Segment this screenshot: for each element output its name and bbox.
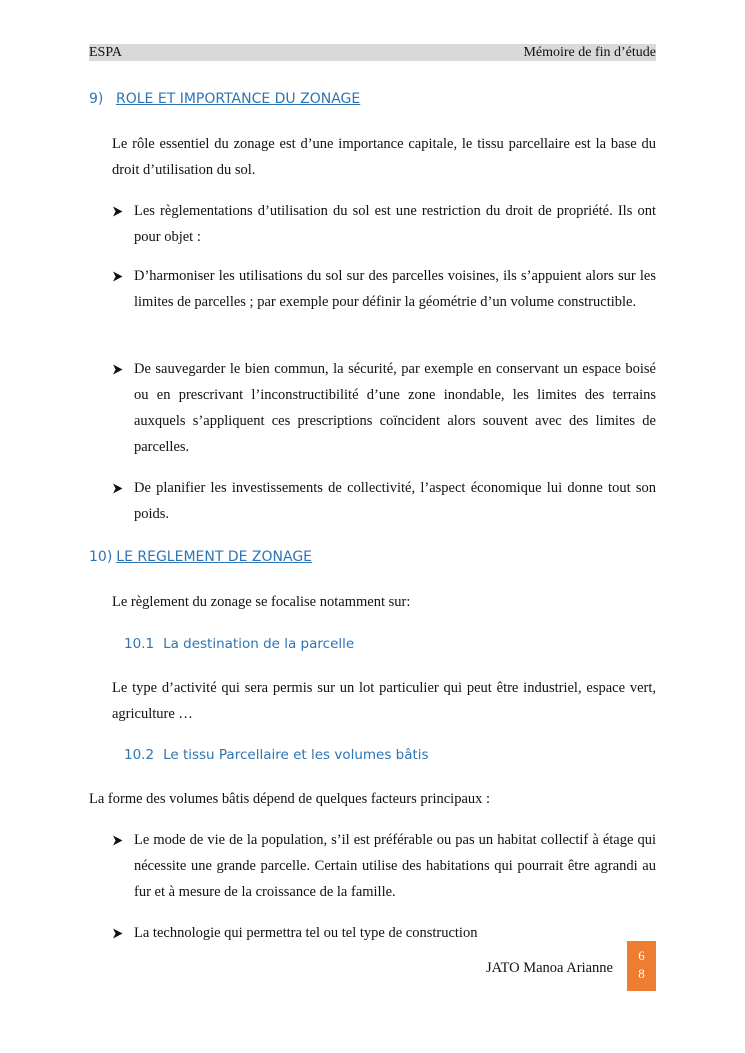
arrowhead-bullet-icon [112, 198, 126, 224]
bullet-text: Le mode de vie de la population, s’il est préférable ou pas un habitat collectif à étage qui nécessite une grande parcelle. Certain utilise des habitations qui pourrait être agrandi au fur et à mesure de la croissance de la famille. [134, 832, 656, 900]
subsection-10-2-number: 10.2 [124, 747, 155, 763]
arrowhead-bullet-icon [112, 920, 126, 946]
section-10-intro: Le règlement du zonage se focalise notamment sur: [112, 594, 411, 610]
section-9-number: 9) [89, 91, 104, 107]
arrowhead-bullet-icon [112, 827, 126, 853]
section-9-heading [89, 90, 360, 108]
header-school: ESPA [89, 45, 122, 60]
bullet-item [112, 475, 656, 527]
page-header [89, 44, 656, 61]
arrowhead-bullet-icon [112, 475, 126, 501]
subsection-10-1-number: 10.1 [124, 636, 155, 652]
bullet-text: D’harmoniser les utilisations du sol sur des parcelles voisines, ils s’appuient alors sur les limites de parcelles ; par exemple pour définir la géométrie d’un volume constructible. [134, 268, 656, 310]
bullet-text: La technologie qui permettra tel ou tel type de construction [134, 925, 478, 941]
bullet-item [112, 920, 656, 946]
bullet-text: De planifier les investissements de collectivité, l’aspect économique lui donne tout son poids. [134, 480, 656, 522]
section-9-intro: Le rôle essentiel du zonage est d’une importance capitale, le tissu parcellaire est la base du droit d’utilisation du sol. [112, 136, 656, 178]
bullet-item [112, 827, 656, 905]
bullet-item [112, 263, 656, 315]
bullet-text: De sauvegarder le bien commun, la sécurité, par exemple en conservant un espace boisé ou en prescrivant l’inconstructibilité d’une zone inondable, les limites des terrains auxquels s’appliquent ces prescriptions coïncident alors souvent avec des limites de parcelles. [134, 361, 656, 455]
header-document-type: Mémoire de fin d’étude [523, 45, 656, 60]
subsection-10-2-heading [124, 746, 429, 764]
arrowhead-bullet-icon [112, 356, 126, 382]
subsection-10-1-title: La destination de la parcelle [163, 636, 355, 652]
footer-author: JATO Manoa Arianne [486, 960, 613, 976]
bullet-item [112, 198, 656, 250]
arrowhead-bullet-icon [112, 263, 126, 289]
bullet-text: Les règlementations d’utilisation du sol est une restriction du droit de propriété. Ils ont pour objet : [134, 203, 656, 245]
subsection-10-2-text: La forme des volumes bâtis dépend de quelques facteurs principaux : [89, 791, 491, 807]
section-10-heading [89, 548, 312, 566]
page-number-digit: 6 [638, 948, 645, 963]
subsection-10-2-title: Le tissu Parcellaire et les volumes bâtis [163, 747, 429, 763]
bullet-item [112, 356, 656, 460]
page-number-digit: 8 [638, 966, 645, 981]
page-number-badge [627, 941, 656, 991]
section-10-title: LE REGLEMENT DE ZONAGE [116, 549, 313, 565]
section-9-title: ROLE ET IMPORTANCE DU ZONAGE [116, 91, 361, 107]
subsection-10-1-heading [124, 635, 354, 653]
subsection-10-1-text: Le type d’activité qui sera permis sur un lot particulier qui peut être industriel, espace vert, agriculture … [112, 680, 656, 722]
section-10-number: 10) [89, 549, 113, 565]
